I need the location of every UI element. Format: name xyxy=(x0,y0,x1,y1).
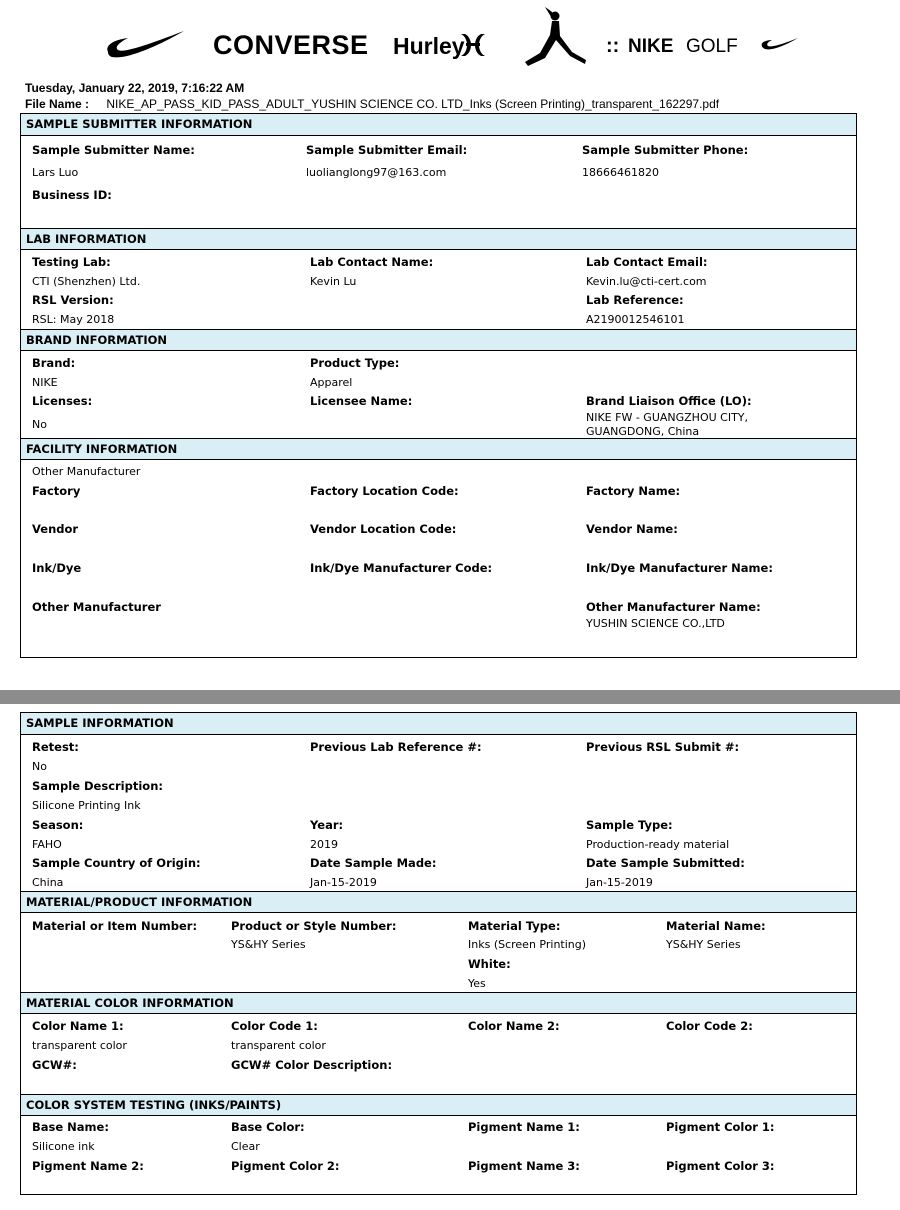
year-label: Year: xyxy=(310,818,344,832)
sample-type-value: Production-ready material xyxy=(586,838,730,851)
nike-swoosh-logo xyxy=(107,31,184,57)
liaison-office-label: Brand Liaison Office (LO): xyxy=(586,394,752,408)
brand-label: Brand: xyxy=(32,356,76,370)
season-label: Season: xyxy=(32,818,84,832)
brand-section-title: BRAND INFORMATION xyxy=(21,329,856,351)
nikegolf-swoosh xyxy=(762,38,798,49)
licenses-value: No xyxy=(32,418,47,431)
submitter-name-value: Lars Luo xyxy=(32,166,79,179)
other-manufacturer-label: Other Manufacturer xyxy=(32,600,161,614)
licenses-label: Licenses: xyxy=(32,394,93,408)
ink-dye-name-label: Ink/Dye Manufacturer Name: xyxy=(586,561,773,575)
pigment-color2-label: Pigment Color 2: xyxy=(231,1159,340,1173)
sample-description-value: Silicone Printing Ink xyxy=(32,799,141,812)
liaison-office-line2: GUANGDONG, China xyxy=(586,425,700,438)
product-type-value: Apparel xyxy=(310,376,353,389)
nikegolf-logo-golf: GOLF xyxy=(686,36,738,57)
vendor-location-label: Vendor Location Code: xyxy=(310,522,457,536)
gcw-description-label: GCW# Color Description: xyxy=(231,1058,393,1072)
material-item-label: Material or Item Number: xyxy=(32,919,198,933)
color-code1-label: Color Code 1: xyxy=(231,1019,318,1033)
submitter-email-value: luolianglong97@163.com xyxy=(306,166,447,179)
sample-type-label: Sample Type: xyxy=(586,818,673,832)
testing-lab-label: Testing Lab: xyxy=(32,255,111,269)
ink-dye-code-label: Ink/Dye Manufacturer Code: xyxy=(310,561,493,575)
retest-label: Retest: xyxy=(32,740,79,754)
vendor-name-label: Vendor Name: xyxy=(586,522,678,536)
sample-description-label: Sample Description: xyxy=(32,779,163,793)
base-name-label: Base Name: xyxy=(32,1120,109,1134)
submitter-name-label: Sample Submitter Name: xyxy=(32,143,195,157)
other-manufacturer-name-value: YUSHIN SCIENCE CO.,LTD xyxy=(586,617,725,630)
page-1-form xyxy=(20,113,857,658)
jordan-jumpman-logo xyxy=(525,7,586,66)
style-number-label: Product or Style Number: xyxy=(231,919,397,933)
previous-lab-ref-label: Previous Lab Reference #: xyxy=(310,740,482,754)
factory-label: Factory xyxy=(32,484,81,498)
file-name-value: NIKE_AP_PASS_KID_PASS_ADULT_YUSHIN SCIENCE CO. LTD_Inks (Screen Printing)_transparent_162297.pdf xyxy=(106,97,720,111)
other-manufacturer-name-label: Other Manufacturer Name: xyxy=(586,600,761,614)
lab-reference-value: A2190012546101 xyxy=(586,313,685,326)
color-code2-label: Color Code 2: xyxy=(666,1019,753,1033)
file-name-line xyxy=(25,97,719,111)
gcw-label: GCW#: xyxy=(32,1058,77,1072)
product-type-label: Product Type: xyxy=(310,356,400,370)
converse-logo: CONVERSE xyxy=(213,30,369,60)
color-section-title: MATERIAL COLOR INFORMATION xyxy=(21,992,856,1014)
country-origin-label: Sample Country of Origin: xyxy=(32,856,201,870)
inks-section-title: COLOR SYSTEM TESTING (INKS/PAINTS) xyxy=(21,1094,856,1116)
lab-email-value: Kevin.lu@cti-cert.com xyxy=(586,275,707,288)
sample-section-title: SAMPLE INFORMATION xyxy=(21,713,856,735)
lab-section-title: LAB INFORMATION xyxy=(21,228,856,250)
pigment-name2-label: Pigment Name 2: xyxy=(32,1159,144,1173)
material-name-value: YS&HY Series xyxy=(666,938,741,951)
lab-contact-value: Kevin Lu xyxy=(310,275,357,288)
base-name-value: Silicone ink xyxy=(32,1140,95,1153)
date-made-value: Jan-15-2019 xyxy=(310,876,377,889)
white-label: White: xyxy=(468,957,511,971)
brand-logo-bar xyxy=(0,0,900,80)
page-2-form xyxy=(20,712,857,1195)
material-section-title: MATERIAL/PRODUCT INFORMATION xyxy=(21,891,856,913)
hurley-h-mark xyxy=(461,34,485,56)
date-made-label: Date Sample Made: xyxy=(310,856,437,870)
lab-contact-label: Lab Contact Name: xyxy=(310,255,434,269)
facility-type-value: Other Manufacturer xyxy=(32,465,141,478)
testing-lab-value: CTI (Shenzhen) Ltd. xyxy=(32,275,141,288)
business-id-label: Business ID: xyxy=(32,188,112,202)
material-type-label: Material Type: xyxy=(468,919,561,933)
lab-reference-label: Lab Reference: xyxy=(586,293,684,307)
factory-name-label: Factory Name: xyxy=(586,484,681,498)
rsl-version-label: RSL Version: xyxy=(32,293,114,307)
pigment-color1-label: Pigment Color 1: xyxy=(666,1120,775,1134)
nikegolf-logo-nike: NIKE xyxy=(628,36,674,57)
color-code1-value: transparent color xyxy=(231,1039,326,1052)
material-name-label: Material Name: xyxy=(666,919,766,933)
licensee-name-label: Licensee Name: xyxy=(310,394,413,408)
color-name2-label: Color Name 2: xyxy=(468,1019,560,1033)
season-value: FAHO xyxy=(32,838,62,851)
pigment-name1-label: Pigment Name 1: xyxy=(468,1120,580,1134)
pigment-name3-label: Pigment Name 3: xyxy=(468,1159,580,1173)
base-color-value: Clear xyxy=(231,1140,260,1153)
brand-value: NIKE xyxy=(32,376,58,389)
rsl-version-value: RSL: May 2018 xyxy=(32,313,115,326)
submitter-phone-label: Sample Submitter Phone: xyxy=(582,143,749,157)
color-name1-label: Color Name 1: xyxy=(32,1019,124,1033)
page-divider xyxy=(0,690,900,704)
material-type-value: Inks (Screen Printing) xyxy=(468,938,587,951)
liaison-office-line1: NIKE FW - GUANGZHOU CITY, xyxy=(586,411,749,424)
white-value: Yes xyxy=(468,977,486,990)
base-color-label: Base Color: xyxy=(231,1120,305,1134)
file-name-label: File Name : xyxy=(25,97,90,111)
lab-email-label: Lab Contact Email: xyxy=(586,255,708,269)
pigment-color3-label: Pigment Color 3: xyxy=(666,1159,775,1173)
submitter-section-title: SAMPLE SUBMITTER INFORMATION xyxy=(21,114,856,136)
ink-dye-label: Ink/Dye xyxy=(32,561,82,575)
factory-location-label: Factory Location Code: xyxy=(310,484,459,498)
submitter-phone-value: 18666461820 xyxy=(582,166,659,179)
style-number-value: YS&HY Series xyxy=(231,938,306,951)
submitter-email-label: Sample Submitter Email: xyxy=(306,143,468,157)
date-submitted-label: Date Sample Submitted: xyxy=(586,856,745,870)
date-submitted-value: Jan-15-2019 xyxy=(586,876,653,889)
retest-value: No xyxy=(32,760,47,773)
hurley-logo: Hurley xyxy=(393,33,465,59)
country-origin-value: China xyxy=(32,876,64,889)
brand-logos xyxy=(0,0,900,80)
color-name1-value: transparent color xyxy=(32,1039,127,1052)
report-date: Tuesday, January 22, 2019, 7:16:22 AM xyxy=(25,81,245,95)
previous-rsl-label: Previous RSL Submit #: xyxy=(586,740,740,754)
vendor-label: Vendor xyxy=(32,522,79,536)
nikegolf-dots: :: xyxy=(606,35,620,57)
year-value: 2019 xyxy=(310,838,338,851)
facility-section-title: FACILITY INFORMATION xyxy=(21,438,856,460)
